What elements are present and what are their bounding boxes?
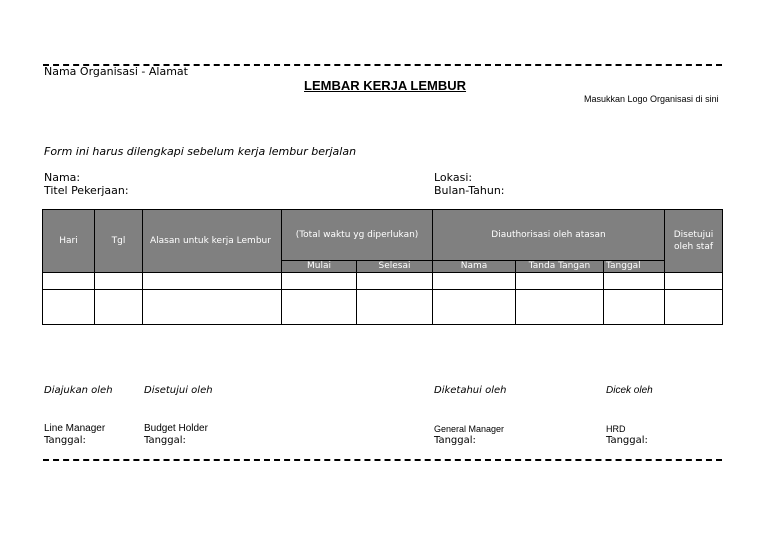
caption-disetujui: Disetujui oleh: [144, 385, 213, 396]
table-row: [43, 273, 723, 290]
header-diauthorisasi: Diauthorisasi oleh atasan: [433, 210, 665, 261]
header-alasan: Alasan untuk kerja Lembur: [143, 210, 282, 273]
table-cell[interactable]: [143, 273, 282, 290]
caption-dicek: Dicek oleh: [606, 385, 653, 396]
role-general-manager: General Manager: [434, 424, 505, 434]
table-cell[interactable]: [43, 290, 95, 325]
logo-placeholder: Masukkan Logo Organisasi di sini: [584, 94, 719, 104]
date-line-manager: Tanggal:: [44, 435, 86, 446]
caption-diketahui: Diketahui oleh: [434, 385, 507, 396]
overtime-table: [42, 209, 723, 325]
table-cell[interactable]: [433, 290, 516, 325]
table-cell[interactable]: [95, 273, 143, 290]
table-cell[interactable]: [95, 290, 143, 325]
instruction-text: Form ini harus dilengkapi sebelum kerja lembur berjalan: [44, 145, 357, 158]
table-cell[interactable]: [282, 273, 357, 290]
table-cell[interactable]: [604, 290, 665, 325]
table-cell[interactable]: [604, 273, 665, 290]
table-row: [43, 290, 723, 325]
caption-diajukan: Diajukan oleh: [44, 385, 113, 396]
subheader-selesai: Selesai: [357, 261, 433, 273]
month-year-label: Bulan-Tahun:: [434, 184, 505, 197]
bottom-dashed-rule: [43, 459, 722, 461]
subheader-tanda-tangan: Tanda Tangan: [516, 261, 604, 273]
table-cell[interactable]: [665, 290, 723, 325]
table-cell[interactable]: [433, 273, 516, 290]
role-line-manager: Line Manager: [44, 423, 106, 434]
subheader-nama: Nama: [433, 261, 516, 273]
organization-address: Nama Organisasi - Alamat: [44, 65, 188, 78]
table-cell[interactable]: [357, 273, 433, 290]
table-cell[interactable]: [43, 273, 95, 290]
date-general-manager: Tanggal:: [434, 435, 476, 446]
table-cell[interactable]: [516, 290, 604, 325]
header-hari: Hari: [43, 210, 95, 273]
header-disetujui-staf: Disetujui oleh staf: [665, 210, 723, 273]
form-title: LEMBAR KERJA LEMBUR: [304, 78, 467, 93]
subheader-tanggal: Tanggal: [604, 261, 665, 273]
job-title-label: Titel Pekerjaan:: [44, 184, 129, 197]
table-cell[interactable]: [357, 290, 433, 325]
table-cell[interactable]: [143, 290, 282, 325]
role-budget-holder: Budget Holder: [144, 423, 208, 434]
table-cell[interactable]: [282, 290, 357, 325]
subheader-mulai: Mulai: [282, 261, 357, 273]
table-cell[interactable]: [516, 273, 604, 290]
name-label: Nama:: [44, 171, 81, 184]
header-total-waktu: (Total waktu yg diperlukan): [282, 210, 433, 261]
header-tgl: Tgl: [95, 210, 143, 273]
role-hrd: HRD: [606, 424, 626, 434]
date-budget-holder: Tanggal:: [144, 435, 186, 446]
location-label: Lokasi:: [434, 171, 473, 184]
table-cell[interactable]: [665, 273, 723, 290]
date-hrd: Tanggal:: [606, 435, 648, 446]
